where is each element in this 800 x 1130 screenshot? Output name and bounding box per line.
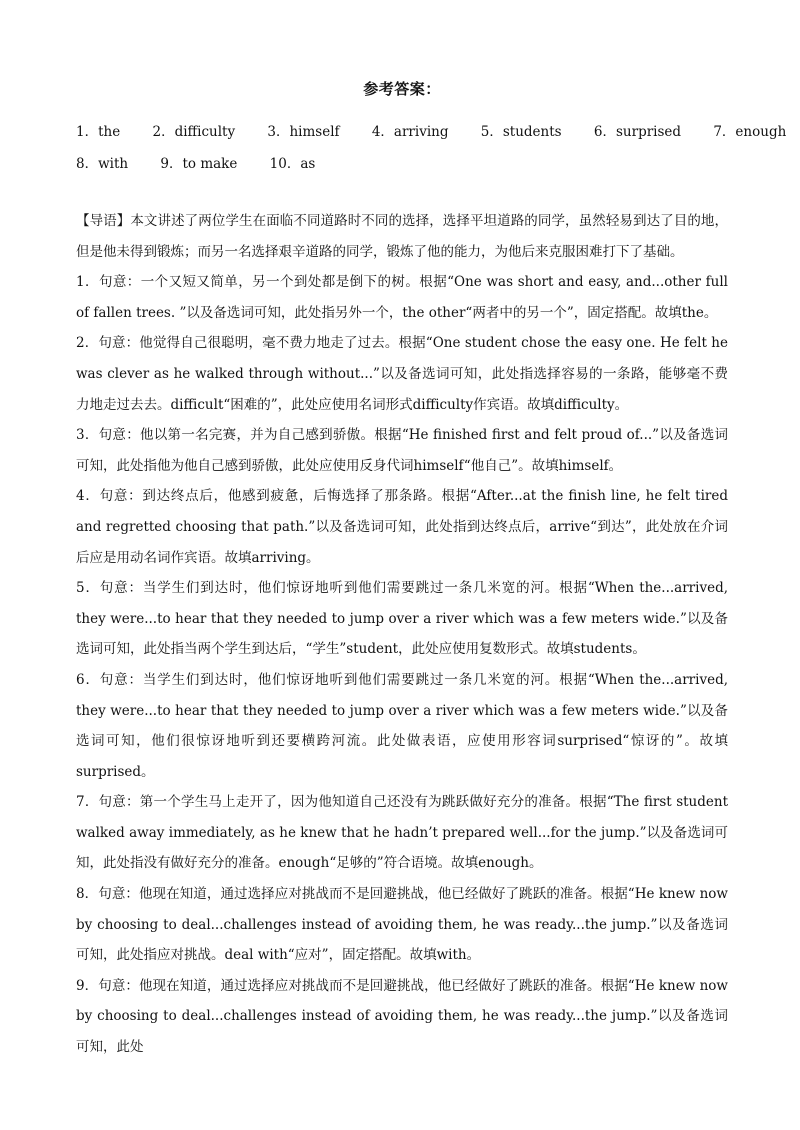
- explanation-item-9: 9．句意：他现在知道，通过选择应对挑战而不是回避挑战，他已经做好了跳跃的准备。根据“He knew now by choosing to deal...challenges instead of avoiding them, he was ready...the jump.”以及备选词可知，此处: [76, 977, 728, 1056]
- answer-item: 2．difficulty: [152, 124, 236, 140]
- answer-item: 1．the: [76, 124, 121, 140]
- explanation-text: [76, 206, 728, 1063]
- explanation-item-8: 8．句意：他现在知道，通过选择应对挑战而不是回避挑战，他已经做好了跳跃的准备。根据“He knew now by choosing to deal...challenges instead of avoiding them, he was ready...the jump.”以及备选词可知，此处指应对挑战。deal with“应对”，固定搭配。故填with。: [76, 886, 728, 964]
- intro-paragraph: 【导语】本文讲述了两位学生在面临不同道路时不同的选择，选择平坦道路的同学，虽然轻易到达了目的地，但是他未得到锻炼；而另一名选择艰辛道路的同学，锻炼了他的能力，为他后来克服困难打下了基础。: [76, 213, 728, 260]
- answer-key-row-2: [76, 152, 343, 172]
- answer-item: 4．arriving: [371, 124, 449, 140]
- answer-item: 7．enough: [713, 124, 787, 140]
- explanation-item-3: 3．句意：他以第一名完赛，并为自己感到骄傲。根据“He finished first and felt proud of...”以及备选词可知，此处指他为他自己感到骄傲，此处应使用反身代词himself“他自己”。故填himself。: [76, 427, 728, 474]
- answer-item: 9．to make: [160, 156, 238, 172]
- explanation-item-4: 4．句意：到达终点后，他感到疲惫，后悔选择了那条路。根据“After...at the finish line, he felt tired and regretted choosing that path.”以及备选词可知，此处指到达终点后，arrive“到达”，此处放在介词后应是用动名词作宾语。故填arriving。: [76, 488, 728, 566]
- answer-key-row-1: [76, 120, 800, 140]
- explanation-item-6: 6．句意：当学生们到达时，他们惊讶地听到他们需要跳过一条几米宽的河。根据“When the...arrived, they were...to hear that they needed to jump over a river which was a few meters wide.”以及备选词可知，他们很惊讶地听到还要横跨河流。此处做表语，应使用形容词surprised“惊讶的”。故填surprised。: [76, 671, 728, 780]
- answer-item: 3．himself: [267, 124, 340, 140]
- explanation-item-5: 5．句意：当学生们到达时，他们惊讶地听到他们需要跳过一条几米宽的河。根据“When the...arrived, they were...to hear that they needed to jump over a river which was a few meters wide.”以及备选词可知，此处指当两个学生到达后，“学生”student，此处应使用复数形式。故填students。: [76, 580, 728, 658]
- answer-item: 5．students: [480, 124, 562, 140]
- page-title: 参考答案：: [363, 80, 441, 98]
- explanation-item-2: 2．句意：他觉得自己很聪明，毫不费力地走了过去。根据“One student chose the easy one. He felt he was clever as he walked through without...”以及备选词可知，此处指选择容易的一条路，能够毫不费力地走过去去。difficult“困难的”，此处应使用名词形式difficulty作宾语。故填difficulty。: [76, 335, 728, 413]
- answer-item: 8．with: [76, 156, 129, 172]
- explanation-item-7: 7．句意：第一个学生马上走开了，因为他知道自己还没有为跳跃做好充分的准备。根据“The first student walked away immediately, as he knew that he hadn’t prepared well...for the jump.”以及备选词可知，此处指没有做好充分的准备。enough“足够的”符合语境。故填enough。: [76, 794, 728, 872]
- answer-item: 10．as: [269, 156, 316, 172]
- explanation-item-1: 1．句意：一个又短又简单，另一个到处都是倒下的树。根据“One was short and easy, and...other full of fallen trees. ”以及备选词可知，此处指另外一个，the other“两者中的另一个”，固定搭配。故填the。: [76, 274, 728, 321]
- answer-item: 6．surprised: [593, 124, 682, 140]
